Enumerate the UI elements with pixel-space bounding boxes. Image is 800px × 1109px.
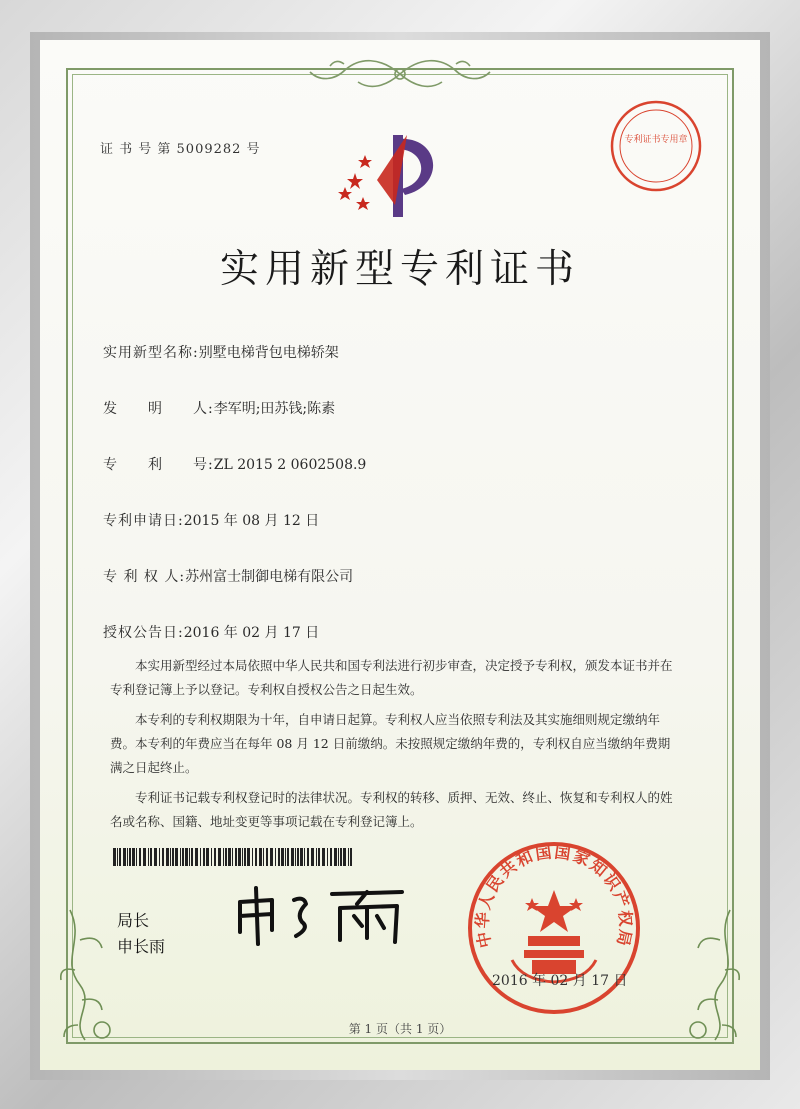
field-value: 2016 年 02 月 17 日 — [183, 625, 320, 641]
field-grant-date — [103, 622, 319, 642]
seal-ring-text: 中华人民共和国国家知识产权局 — [472, 842, 636, 950]
field-label: 发 明 人: — [103, 401, 214, 417]
field-patentee — [103, 566, 353, 586]
signatory-title: 局长 — [117, 911, 150, 930]
field-inventors — [103, 398, 335, 418]
field-label: 专 利 权 人: — [103, 569, 186, 585]
field-label: 授权公告日: — [103, 625, 184, 641]
small-red-seal — [608, 98, 704, 194]
patent-office-logo — [335, 125, 445, 225]
field-value: 别墅电梯背包电梯轿架 — [198, 345, 339, 361]
field-value: 2015 年 08 月 12 日 — [183, 513, 320, 529]
small-seal-text: 专利证书专用章 — [624, 135, 688, 145]
field-application-date — [103, 510, 319, 530]
barcode — [113, 848, 353, 866]
field-label: 专利申请日: — [103, 513, 184, 529]
top-ornament — [290, 52, 510, 96]
field-patent-number — [103, 454, 366, 474]
certificate-number: 证 书 号 第 5009282 号 — [100, 142, 261, 157]
certificate-title: 实用新型专利证书 — [219, 247, 580, 292]
signatory-name: 申长雨 — [117, 937, 166, 956]
field-value: 苏州富士制御电梯有限公司 — [185, 569, 354, 585]
body-paragraph: 本专利的专利权期限为十年，自申请日起算。专利权人应当依照专利法及其实施细则规定缴纳年费。本专利的年费应当在每年 08 月 12 日前缴纳。未按照规定缴纳年费的，专利权自应当缴纳年费期满之日起终止。 — [110, 712, 671, 775]
page-number: 第 1 页（共 1 页） — [348, 1022, 452, 1036]
body-paragraph: 本实用新型经过本局依照中华人民共和国专利法进行初步审查，决定授予专利权，颁发本证书并在专利登记簿上予以登记。专利权自授权公告之日起生效。 — [110, 658, 673, 697]
field-value: ZL 2015 2 0602508.9 — [213, 457, 367, 473]
field-utility-model-name — [103, 342, 339, 362]
certificate-body — [110, 654, 678, 840]
body-paragraph: 专利证书记载专利权登记时的法律状况。专利权的转移、质押、无效、终止、恢复和专利权人的姓名或名称、国籍、地址变更等事项记载在专利登记簿上。 — [110, 790, 673, 829]
field-label: 专 利 号: — [103, 457, 214, 473]
field-value: 李军明;田苏钱;陈素 — [213, 401, 336, 417]
issue-date: 2016 年 02 月 17 日 — [492, 973, 628, 989]
handwritten-signature — [232, 880, 412, 950]
field-label: 实用新型名称: — [103, 345, 199, 361]
